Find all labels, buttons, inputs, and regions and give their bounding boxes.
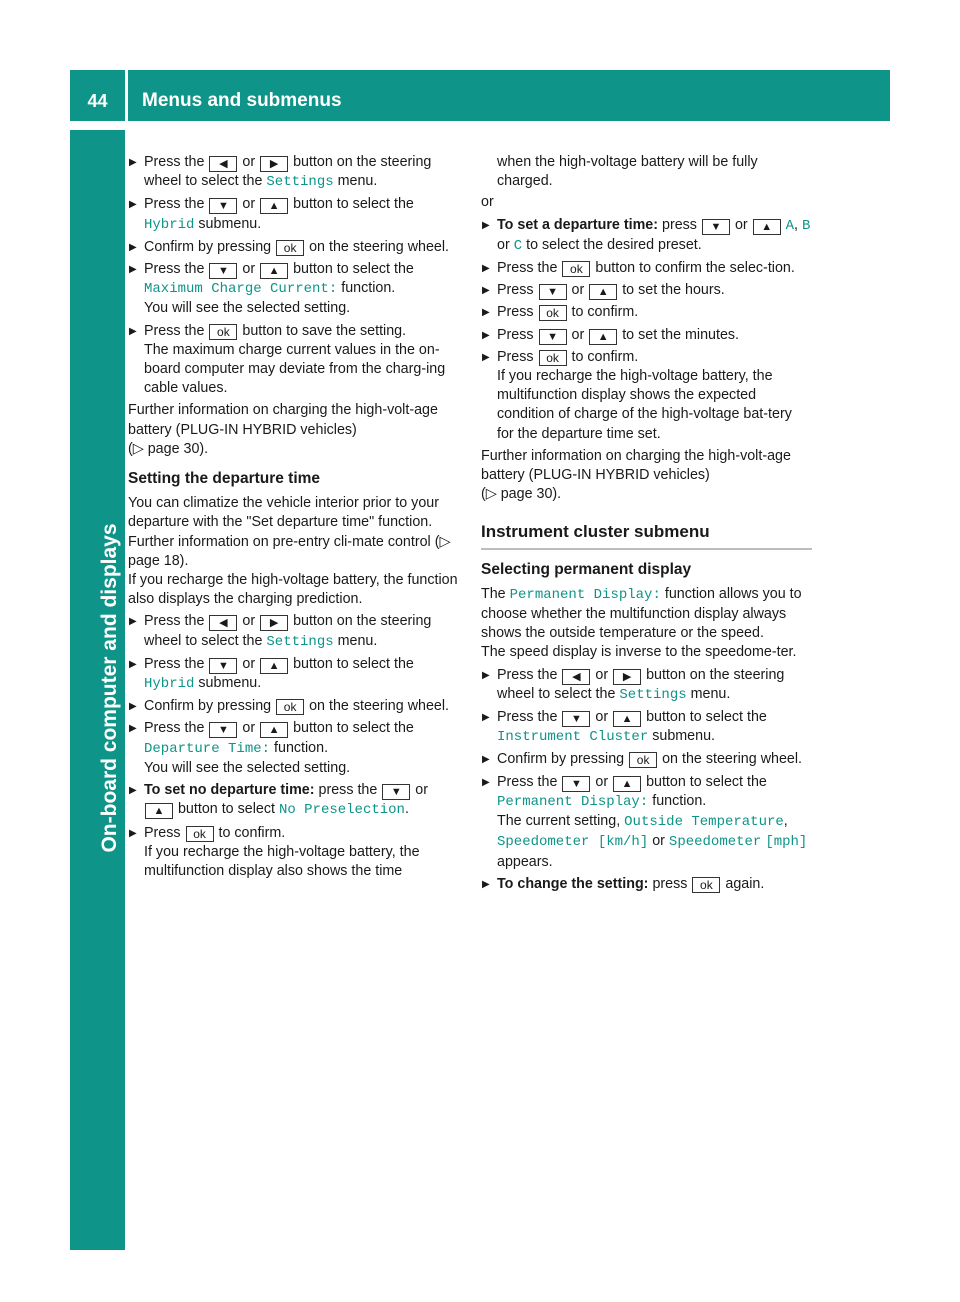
left-arrow-key-icon: ◀ — [209, 156, 237, 172]
page-title: Menus and submenus — [142, 90, 342, 111]
step-select-hybrid-2: ▶ Press the ▼ or ▲ button to select the Hybrid submenu. — [128, 655, 460, 694]
left-column — [128, 153, 460, 884]
right-arrow-key-icon: ▶ — [613, 669, 641, 685]
max-charge-function-label: Maximum Charge Current: — [144, 281, 338, 298]
ok-key-icon: ok — [186, 826, 214, 842]
step-select-settings-2: ▶ Press the ◀ or ▶ button on the steering wheel to select the Settings menu. — [128, 612, 460, 651]
settings-menu-label: Settings — [266, 633, 334, 650]
down-arrow-key-icon: ▼ — [539, 329, 567, 345]
departure-time-function-label: Departure Time: — [144, 740, 271, 757]
preset-a-label: A — [785, 217, 795, 234]
chapter-title: On-board computer and displays — [98, 523, 121, 853]
permanent-display-label: Permanent Display: — [509, 586, 661, 603]
step-set-departure: ▶ To set a departure time: press ▼ or ▲ A, B or C to select the desired preset. — [481, 216, 812, 256]
step-confirm-2: ▶ Confirm by pressing ok on the steering wheel. — [128, 697, 460, 716]
page-reference: (▷ page 30). — [481, 486, 562, 503]
step-select-hybrid: ▶ Press the ▼ or ▲ button to select the Hybrid submenu. — [128, 195, 460, 234]
up-arrow-key-icon: ▲ — [589, 284, 617, 300]
step-select-permanent-display: ▶ Press the ▼ or ▲ button to select the Permanent Display: function. The current setting, Outside Temperature, Speedometer [km/h] or Speedometer [mph] appears. — [481, 773, 812, 872]
hybrid-submenu-label: Hybrid — [144, 676, 195, 693]
left-arrow-key-icon: ◀ — [209, 615, 237, 631]
down-arrow-key-icon: ▼ — [209, 722, 237, 738]
page-number: 44 — [87, 91, 108, 111]
further-info-paragraph: Further information on charging the high-volt-age battery (PLUG-IN HYBRID vehicles) (▷ page 30). — [481, 447, 791, 503]
step-set-minutes: ▶ Press ▼ or ▲ to set the minutes. — [481, 326, 812, 345]
step-select-instrument-cluster: ▶ Press the ▼ or ▲ button to select the Instrument Cluster submenu. — [481, 708, 812, 747]
subsection-heading-permanent: Selecting permanent display — [481, 560, 692, 578]
settings-menu-label: Settings — [619, 686, 687, 703]
left-arrow-key-icon: ◀ — [562, 669, 590, 685]
further-info-paragraph: Further information on charging the high-volt-age battery (PLUG-IN HYBRID vehicles) (▷ page 30). — [128, 402, 438, 457]
step-press-ok: ▶ Press ok to confirm. If you recharge the high-voltage battery, the multifunction display also shows the time — [128, 824, 460, 882]
down-arrow-key-icon: ▼ — [702, 219, 730, 235]
up-arrow-key-icon: ▲ — [260, 263, 288, 279]
preset-b-label: B — [802, 217, 811, 234]
ok-key-icon: ok — [562, 261, 590, 277]
header-divider — [125, 70, 128, 121]
instrument-cluster-label: Instrument Cluster — [497, 729, 649, 746]
down-arrow-key-icon: ▼ — [562, 711, 590, 727]
down-arrow-key-icon: ▼ — [209, 658, 237, 674]
up-arrow-key-icon: ▲ — [145, 803, 173, 819]
step-save-setting: ▶ Press the ok button to save the setting. The maximum charge current values in the on-board computer may deviate from the charg-ing cable values. — [128, 322, 460, 399]
step-confirm-minutes: ▶ Press ok to confirm. If you recharge the high-voltage battery, the multifunction display shows the expected condition of charge of the high-voltage bat-tery for the departure time set. — [481, 348, 812, 444]
permanent-display-label: Permanent Display: — [497, 793, 649, 810]
outside-temp-label: Outside Temperature — [624, 814, 784, 831]
ok-key-icon: ok — [629, 752, 657, 768]
mph-label: [mph] — [765, 834, 808, 851]
ok-key-icon: ok — [539, 350, 567, 366]
ok-key-icon: ok — [276, 699, 304, 715]
hybrid-submenu-label: Hybrid — [144, 216, 195, 233]
ok-key-icon: ok — [692, 877, 720, 893]
right-column — [481, 153, 812, 897]
ok-key-icon: ok — [209, 324, 237, 340]
step-confirm-3: ▶ Confirm by pressing ok on the steering wheel. — [481, 750, 812, 769]
step-confirm: ▶ Confirm by pressing ok on the steering wheel. — [128, 238, 460, 257]
right-arrow-key-icon: ▶ — [260, 615, 288, 631]
down-arrow-key-icon: ▼ — [209, 198, 237, 214]
step-confirm-hours: ▶ Press ok to confirm. — [481, 303, 812, 322]
permanent-intro-paragraph: The Permanent Display: function allows you to choose whether the multifunction display always shows the outside temperature or the speed. — [481, 585, 802, 642]
preset-c-label: C — [513, 237, 523, 254]
down-arrow-key-icon: ▼ — [539, 284, 567, 300]
step-select-departure-time: ▶ Press the ▼ or ▲ button to select the Departure Time: function. You will see the selected setting. — [128, 719, 460, 778]
up-arrow-key-icon: ▲ — [753, 219, 781, 235]
step-select-settings-3: ▶ Press the ◀ or ▶ button on the steering wheel to select the Settings menu. — [481, 666, 812, 705]
up-arrow-key-icon: ▲ — [260, 722, 288, 738]
continued-paragraph: when the high-voltage battery will be fully charged. — [497, 154, 758, 190]
up-arrow-key-icon: ▲ — [260, 658, 288, 674]
step-set-hours: ▶ Press ▼ or ▲ to set the hours. — [481, 281, 812, 300]
settings-menu-label: Settings — [266, 174, 334, 191]
ok-key-icon: ok — [539, 305, 567, 321]
down-arrow-key-icon: ▼ — [382, 784, 410, 800]
ok-key-icon: ok — [276, 240, 304, 256]
right-arrow-key-icon: ▶ — [260, 156, 288, 172]
step-change-setting: ▶ To change the setting: press ok again. — [481, 875, 812, 894]
or-separator: or — [481, 194, 494, 211]
step-no-departure: ▶ To set no departure time: press the ▼ or ▲ button to select No Preselection. — [128, 781, 460, 820]
section-heading-departure: Setting the departure time — [128, 470, 321, 488]
step-confirm-selection: ▶ Press the ok button to confirm the selec-tion. — [481, 259, 812, 278]
speed-inverse-paragraph: The speed display is inverse to the speedome-ter. — [481, 644, 797, 661]
step-select-settings: ▶ Press the ◀ or ▶ button on the steering wheel to select the Settings menu. — [128, 153, 460, 192]
climatize-paragraph: You can climatize the vehicle interior prior to your departure with the "Set departure time" function. Further information on pre-entry cli-mate control (▷ page 18). — [128, 495, 451, 569]
up-arrow-key-icon: ▲ — [589, 329, 617, 345]
page-header — [70, 70, 890, 121]
up-arrow-key-icon: ▲ — [613, 776, 641, 792]
down-arrow-key-icon: ▼ — [562, 776, 590, 792]
page-reference: (▷ page 30). — [128, 440, 209, 457]
section-heading-instrument: Instrument cluster submenu — [481, 522, 812, 549]
no-preselection-label: No Preselection — [278, 802, 405, 819]
up-arrow-key-icon: ▲ — [613, 711, 641, 727]
down-arrow-key-icon: ▼ — [209, 263, 237, 279]
step-select-max-charge: ▶ Press the ▼ or ▲ button to select the Maximum Charge Current: function. You will see the selected setting. — [128, 260, 460, 319]
up-arrow-key-icon: ▲ — [260, 198, 288, 214]
speedometer-kmh-label: Speedometer [km/h] — [497, 834, 649, 851]
speedometer-label: Speedometer — [668, 834, 762, 851]
prediction-paragraph: If you recharge the high-voltage battery, the function also displays the charging prediction. — [128, 572, 458, 608]
